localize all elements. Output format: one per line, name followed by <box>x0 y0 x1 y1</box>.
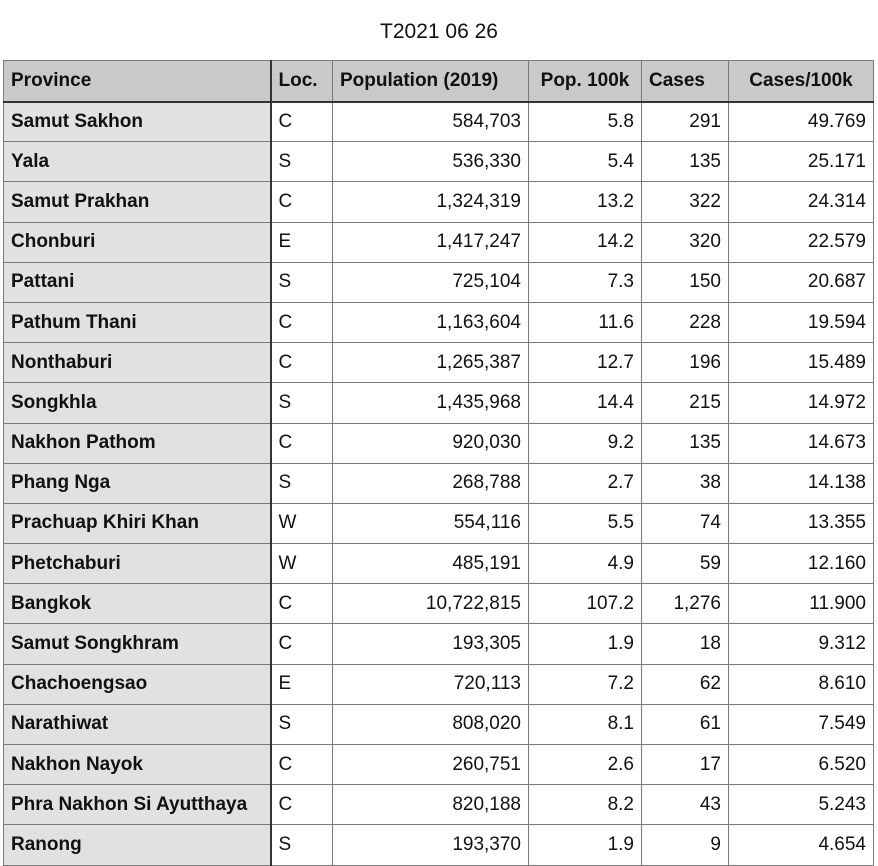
cell-cases-per-100k: 22.579 <box>729 222 874 262</box>
cell-cases-per-100k: 5.243 <box>729 785 874 825</box>
cell-population: 10,722,815 <box>333 584 529 624</box>
table-row <box>4 785 874 825</box>
cell-population: 193,305 <box>333 624 529 664</box>
cell-loc: E <box>271 664 333 704</box>
cell-loc: C <box>271 785 333 825</box>
cell-loc: S <box>271 262 333 302</box>
cell-population: 536,330 <box>333 142 529 182</box>
cell-province: Bangkok <box>4 584 271 624</box>
table-row <box>4 503 874 543</box>
cell-pop-100k: 5.8 <box>529 102 642 142</box>
cell-loc: S <box>271 704 333 744</box>
table-row <box>4 423 874 463</box>
cell-cases-per-100k: 4.654 <box>729 825 874 865</box>
cell-cases-per-100k: 14.138 <box>729 463 874 503</box>
cell-loc: C <box>271 584 333 624</box>
cell-cases-per-100k: 13.355 <box>729 503 874 543</box>
cell-cases: 150 <box>642 262 729 302</box>
cell-cases-per-100k: 14.673 <box>729 423 874 463</box>
cell-cases-per-100k: 20.687 <box>729 262 874 302</box>
cell-pop-100k: 9.2 <box>529 423 642 463</box>
cell-cases: 135 <box>642 142 729 182</box>
cell-cases: 62 <box>642 664 729 704</box>
cell-cases: 196 <box>642 343 729 383</box>
cell-population: 1,435,968 <box>333 383 529 423</box>
cell-cases-per-100k: 7.549 <box>729 704 874 744</box>
cell-cases-per-100k: 6.520 <box>729 745 874 785</box>
cell-province: Nonthaburi <box>4 343 271 383</box>
cell-loc: S <box>271 825 333 865</box>
cell-cases-per-100k: 19.594 <box>729 302 874 342</box>
province-cases-table <box>3 60 874 866</box>
cell-cases-per-100k: 24.314 <box>729 182 874 222</box>
table-row <box>4 624 874 664</box>
cell-pop-100k: 7.2 <box>529 664 642 704</box>
cell-pop-100k: 1.9 <box>529 825 642 865</box>
cell-loc: S <box>271 463 333 503</box>
cell-population: 1,417,247 <box>333 222 529 262</box>
cell-cases: 135 <box>642 423 729 463</box>
cell-pop-100k: 8.2 <box>529 785 642 825</box>
cell-loc: S <box>271 383 333 423</box>
cell-cases-per-100k: 11.900 <box>729 584 874 624</box>
cell-loc: C <box>271 102 333 142</box>
cell-population: 1,163,604 <box>333 302 529 342</box>
cell-cases-per-100k: 8.610 <box>729 664 874 704</box>
cell-cases: 17 <box>642 745 729 785</box>
header-province: Province <box>4 61 271 102</box>
table-row <box>4 584 874 624</box>
cell-loc: W <box>271 503 333 543</box>
cell-province: Ranong <box>4 825 271 865</box>
table-row <box>4 262 874 302</box>
cell-cases-per-100k: 12.160 <box>729 544 874 584</box>
cell-pop-100k: 12.7 <box>529 343 642 383</box>
cell-cases: 18 <box>642 624 729 664</box>
cell-pop-100k: 13.2 <box>529 182 642 222</box>
table-body <box>4 102 874 866</box>
page-title: T2021 06 26 <box>380 20 498 43</box>
cell-population: 1,265,387 <box>333 343 529 383</box>
table-row <box>4 664 874 704</box>
table-row <box>4 383 874 423</box>
cell-pop-100k: 11.6 <box>529 302 642 342</box>
table-header-row <box>4 61 874 102</box>
cell-province: Narathiwat <box>4 704 271 744</box>
cell-province: Phra Nakhon Si Ayutthaya <box>4 785 271 825</box>
cell-pop-100k: 14.2 <box>529 222 642 262</box>
cell-loc: E <box>271 222 333 262</box>
header-cases: Cases <box>642 61 729 102</box>
cell-pop-100k: 5.5 <box>529 503 642 543</box>
cell-pop-100k: 7.3 <box>529 262 642 302</box>
table-row <box>4 825 874 865</box>
table-row <box>4 302 874 342</box>
cell-province: Chonburi <box>4 222 271 262</box>
cell-population: 260,751 <box>333 745 529 785</box>
cell-cases: 320 <box>642 222 729 262</box>
table-row <box>4 102 874 142</box>
table-row <box>4 544 874 584</box>
cell-cases: 43 <box>642 785 729 825</box>
cell-population: 554,116 <box>333 503 529 543</box>
cell-population: 268,788 <box>333 463 529 503</box>
cell-province: Pattani <box>4 262 271 302</box>
cell-province: Samut Prakhan <box>4 182 271 222</box>
cell-cases: 215 <box>642 383 729 423</box>
header-loc: Loc. <box>271 61 333 102</box>
cell-province: Nakhon Pathom <box>4 423 271 463</box>
cell-province: Chachoengsao <box>4 664 271 704</box>
header-cases-per-100k: Cases/100k <box>729 61 874 102</box>
table-row <box>4 704 874 744</box>
cell-population: 584,703 <box>333 102 529 142</box>
table-row <box>4 343 874 383</box>
header-pop-100k: Pop. 100k <box>529 61 642 102</box>
table-row <box>4 463 874 503</box>
table-row <box>4 745 874 785</box>
cell-population: 820,188 <box>333 785 529 825</box>
cell-population: 808,020 <box>333 704 529 744</box>
cell-cases: 61 <box>642 704 729 744</box>
cell-cases-per-100k: 9.312 <box>729 624 874 664</box>
cell-pop-100k: 4.9 <box>529 544 642 584</box>
cell-cases-per-100k: 15.489 <box>729 343 874 383</box>
cell-pop-100k: 8.1 <box>529 704 642 744</box>
table-row <box>4 222 874 262</box>
cell-province: Phetchaburi <box>4 544 271 584</box>
cell-province: Samut Songkhram <box>4 624 271 664</box>
cell-cases-per-100k: 49.769 <box>729 102 874 142</box>
cell-cases-per-100k: 14.972 <box>729 383 874 423</box>
cell-loc: C <box>271 182 333 222</box>
cell-population: 1,324,319 <box>333 182 529 222</box>
cell-cases: 9 <box>642 825 729 865</box>
cell-province: Phang Nga <box>4 463 271 503</box>
cell-province: Prachuap Khiri Khan <box>4 503 271 543</box>
cell-cases: 291 <box>642 102 729 142</box>
cell-province: Songkhla <box>4 383 271 423</box>
cell-population: 485,191 <box>333 544 529 584</box>
table-row <box>4 182 874 222</box>
cell-cases: 59 <box>642 544 729 584</box>
cell-loc: C <box>271 624 333 664</box>
table-row <box>4 142 874 182</box>
cell-cases: 322 <box>642 182 729 222</box>
cell-loc: W <box>271 544 333 584</box>
cell-loc: S <box>271 142 333 182</box>
cell-province: Pathum Thani <box>4 302 271 342</box>
cell-population: 725,104 <box>333 262 529 302</box>
cell-cases-per-100k: 25.171 <box>729 142 874 182</box>
cell-population: 920,030 <box>333 423 529 463</box>
cell-pop-100k: 5.4 <box>529 142 642 182</box>
cell-province: Nakhon Nayok <box>4 745 271 785</box>
cell-pop-100k: 107.2 <box>529 584 642 624</box>
header-population: Population (2019) <box>333 61 529 102</box>
cell-pop-100k: 1.9 <box>529 624 642 664</box>
cell-loc: C <box>271 343 333 383</box>
cell-cases: 228 <box>642 302 729 342</box>
cell-loc: C <box>271 745 333 785</box>
cell-loc: C <box>271 423 333 463</box>
cell-pop-100k: 2.6 <box>529 745 642 785</box>
cell-pop-100k: 2.7 <box>529 463 642 503</box>
cell-cases: 74 <box>642 503 729 543</box>
cell-pop-100k: 14.4 <box>529 383 642 423</box>
cell-population: 720,113 <box>333 664 529 704</box>
cell-province: Samut Sakhon <box>4 102 271 142</box>
cell-cases: 1,276 <box>642 584 729 624</box>
cell-population: 193,370 <box>333 825 529 865</box>
cell-province: Yala <box>4 142 271 182</box>
cell-loc: C <box>271 302 333 342</box>
cell-cases: 38 <box>642 463 729 503</box>
